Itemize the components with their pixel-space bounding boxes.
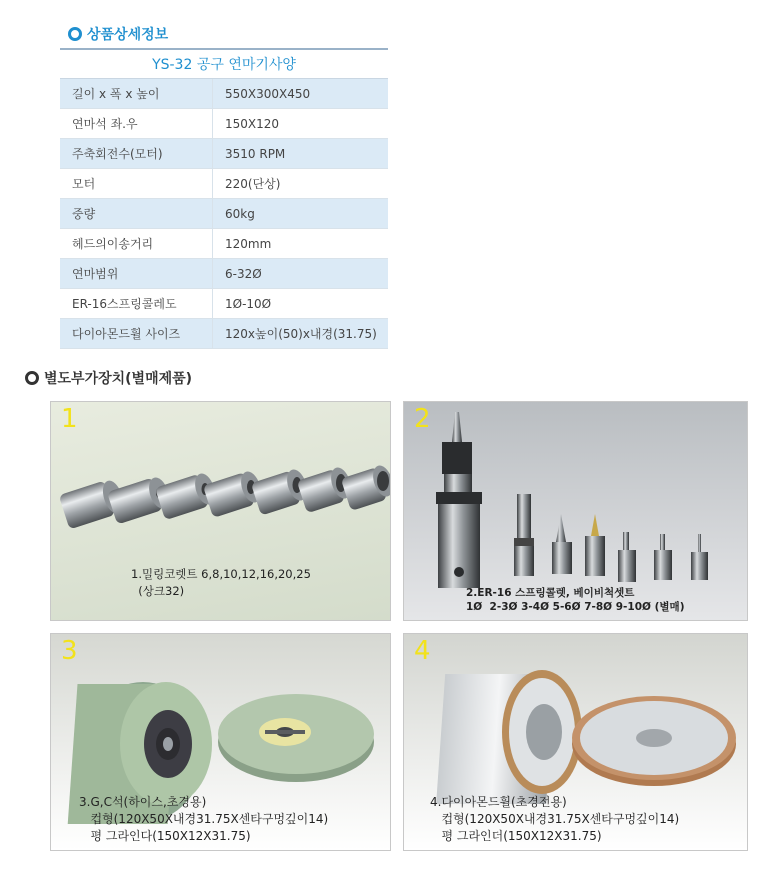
panel-number: 2 <box>414 404 431 434</box>
accessory-panel-er16-collet <box>403 401 748 621</box>
spec-value: 120mm <box>213 229 389 259</box>
table-row <box>60 109 388 139</box>
spec-table <box>60 48 388 349</box>
panel-caption <box>131 566 311 600</box>
caption-line: 1.밀링코렛트 6,8,10,12,16,20,25 <box>131 567 311 581</box>
cup-diamond-wheel-icon <box>436 670 582 804</box>
ring-bullet-icon <box>68 27 82 41</box>
spring-collet-icon <box>618 532 636 582</box>
spec-key: 모터 <box>60 169 213 199</box>
spec-key: 길이 x 폭 x 높이 <box>60 79 213 109</box>
spec-key: 헤드의이송거리 <box>60 229 213 259</box>
spring-collet-icon <box>585 514 605 576</box>
table-row <box>60 229 388 259</box>
spec-key: 주축회전수(모터) <box>60 139 213 169</box>
panel-number: 4 <box>414 636 431 666</box>
spec-value: 6-32Ø <box>213 259 389 289</box>
accessory-panel-gc-stone <box>50 633 391 851</box>
panel-caption <box>430 794 679 845</box>
flat-diamond-wheel-icon <box>572 696 736 786</box>
spec-key: 연마범위 <box>60 259 213 289</box>
section-title-text: 별도부가장치(별매제품) <box>44 371 193 387</box>
spec-key: ER-16스프링콜레도 <box>60 289 213 319</box>
accessory-panel-diamond-wheel <box>403 633 748 851</box>
table-row <box>60 319 388 349</box>
spec-value: 120x높이(50)x내경(31.75) <box>213 319 389 349</box>
spring-collet-icon <box>552 514 572 574</box>
spec-key: 다이아몬드휠 사이즈 <box>60 319 213 349</box>
spec-caption: YS-32 공구 연마기사양 <box>60 49 388 79</box>
spec-caption-row <box>60 49 388 79</box>
spec-value: 1Ø-10Ø <box>213 289 389 319</box>
caption-line: 1Ø 2-3Ø 3-4Ø 5-6Ø 7-8Ø 9-10Ø (별매) <box>466 601 685 613</box>
ring-bullet-icon <box>25 371 39 385</box>
spring-collet-icon <box>654 534 672 580</box>
caption-line: 평 그라인다(150X12X31.75) <box>79 829 251 843</box>
spec-value: 60kg <box>213 199 389 229</box>
spec-key: 연마석 좌.우 <box>60 109 213 139</box>
panel-caption <box>79 794 328 845</box>
panel-caption <box>466 586 685 614</box>
caption-line: 평 그라인더(150X12X31.75) <box>430 829 602 843</box>
caption-line: 3.G,C석(하이스,초경용) <box>79 795 207 809</box>
spring-collet-icon <box>691 534 708 580</box>
spec-value: 150X120 <box>213 109 389 139</box>
table-row <box>60 79 388 109</box>
panel-number: 3 <box>61 636 78 666</box>
table-row <box>60 169 388 199</box>
section-title-accessories <box>25 368 192 388</box>
table-row <box>60 289 388 319</box>
caption-line: 컵형(120X50X내경31.75X센타구멍깊이14) <box>79 812 329 826</box>
spec-value: 550X300X450 <box>213 79 389 109</box>
panel-number: 1 <box>61 404 78 434</box>
section-title-product-detail <box>68 24 168 44</box>
caption-line: 컵형(120X50X내경31.75X센타구멍깊이14) <box>430 812 680 826</box>
chuck-holder-icon <box>436 412 482 588</box>
flat-grinding-wheel-icon <box>218 694 374 782</box>
collet-icon <box>341 463 390 511</box>
caption-line: 4.다이아몬드휠(초경전용) <box>430 795 567 809</box>
table-row <box>60 259 388 289</box>
section-title-text: 상품상세정보 <box>87 27 169 43</box>
accessory-panel-milling-collet <box>50 401 391 621</box>
spec-value: 3510 RPM <box>213 139 389 169</box>
caption-line: (상크32) <box>131 584 185 598</box>
spec-key: 중량 <box>60 199 213 229</box>
caption-line: 2.ER-16 스프링콜렛, 베이비척셋트 <box>466 587 635 599</box>
endmill-collet-icon <box>514 494 534 576</box>
table-row <box>60 199 388 229</box>
spec-value: 220(단상) <box>213 169 389 199</box>
table-row <box>60 139 388 169</box>
